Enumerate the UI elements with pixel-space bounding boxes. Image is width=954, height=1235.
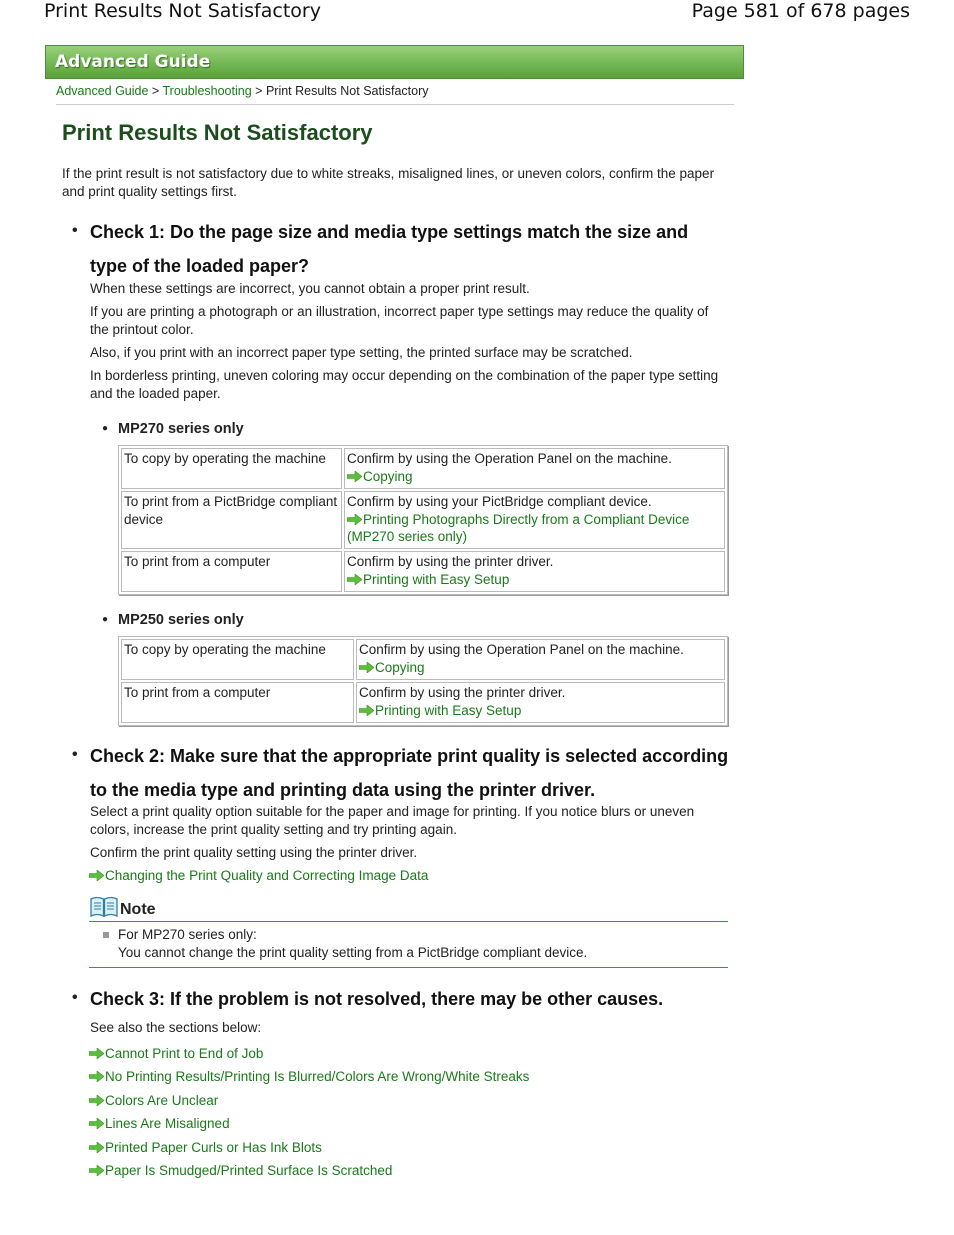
- bullet-icon: ●: [102, 614, 109, 625]
- note-text: You cannot change the print quality setting from a PictBridge compliant device.: [118, 945, 588, 960]
- table-cell-method: To copy by operating the machine: [121, 639, 354, 680]
- link-easy-setup[interactable]: [359, 703, 521, 718]
- link-text: Colors Are Unclear: [105, 1092, 219, 1108]
- confirm-text: Confirm by using the Operation Panel on the machine.: [347, 451, 672, 466]
- table-row: [121, 682, 725, 723]
- link-text: Cannot Print to End of Job: [105, 1046, 264, 1061]
- link-copying[interactable]: [359, 660, 425, 675]
- link-print-quality[interactable]: [89, 868, 428, 883]
- check3-para: See also the sections below:: [90, 1020, 262, 1035]
- bullet-icon: ●: [102, 423, 109, 434]
- mp250-table: [118, 636, 728, 726]
- breadcrumb-current: Print Results Not Satisfactory: [265, 84, 429, 98]
- link-text: Printing with Easy Setup: [375, 702, 522, 718]
- table-cell-method: To print from a computer: [121, 551, 342, 592]
- arrow-icon: [359, 705, 374, 716]
- link-text: Lines Are Misaligned: [105, 1116, 230, 1132]
- arrow-icon: [89, 1142, 104, 1153]
- check2-para: Confirm the print quality setting using the printer driver.: [90, 845, 418, 860]
- table-cell-confirm: [356, 682, 725, 723]
- check2-para: Select a print quality option suitable for the paper and image for printing. If you notice blurs or uneven colors, increase the print quality setting and try printing again.: [90, 804, 695, 837]
- table-row: [121, 551, 725, 592]
- arrow-icon: [89, 1071, 104, 1082]
- list-item: [89, 1042, 529, 1065]
- table-row: [121, 448, 725, 489]
- arrow-icon: [347, 514, 362, 525]
- link-text: No Printing Results/Printing Is Blurred/Colors Are Wrong/White Streaks: [105, 1069, 530, 1085]
- page-header-title: Print Results Not Satisfactory: [44, 0, 321, 22]
- bullet-icon: •: [72, 746, 78, 763]
- check2-heading: Check 2: Make sure that the appropriate print quality is selected according to the media type and printing data using the printer driver.: [90, 746, 729, 800]
- table-row: [121, 491, 725, 549]
- check1-para: If you are printing a photograph or an illustration, incorrect paper type settings may reduce the quality of the printout color.: [90, 304, 709, 337]
- arrow-icon: [89, 1118, 104, 1129]
- table-cell-confirm: [356, 639, 725, 680]
- table-cell-method: To copy by operating the machine: [121, 448, 342, 489]
- page-title: Print Results Not Satisfactory: [62, 120, 373, 145]
- link-text: Copying: [375, 659, 425, 675]
- link-copying[interactable]: [347, 469, 413, 484]
- mp270-table: [118, 445, 728, 595]
- list-item: [89, 1065, 529, 1088]
- breadcrumb-advanced-guide[interactable]: Advanced Guide: [56, 84, 149, 98]
- breadcrumb-divider: [56, 104, 734, 105]
- note-divider: [89, 921, 728, 922]
- bullet-icon: •: [72, 989, 78, 1006]
- mp250-label: MP250 series only: [118, 612, 244, 628]
- check1-heading: Check 1: Do the page size and media type settings match the size and type of the loaded paper?: [90, 222, 689, 276]
- arrow-icon: [347, 574, 362, 585]
- table-cell-method: To print from a computer: [121, 682, 354, 723]
- confirm-text: Confirm by using the Operation Panel on the machine.: [359, 642, 684, 657]
- check1-para: Also, if you print with an incorrect paper type setting, the printed surface may be scratched.: [90, 345, 633, 360]
- table-cell-confirm: [344, 448, 725, 489]
- link-pictbridge[interactable]: [347, 512, 689, 545]
- breadcrumb-sep: >: [255, 84, 263, 98]
- note-book-icon: [90, 896, 118, 918]
- link-easy-setup[interactable]: [347, 572, 509, 587]
- confirm-text: Confirm by using your PictBridge compliant device.: [347, 494, 652, 509]
- related-link[interactable]: [89, 1163, 392, 1178]
- arrow-icon: [89, 1048, 104, 1059]
- list-item: [89, 1159, 529, 1182]
- arrow-icon: [359, 662, 374, 673]
- related-link[interactable]: [89, 1046, 263, 1061]
- breadcrumb: [56, 84, 429, 98]
- check1-para: In borderless printing, uneven coloring may occur depending on the combination of the paper type setting and the loaded paper.: [90, 368, 719, 401]
- note-title: Note: [120, 901, 156, 918]
- bullet-icon: •: [72, 222, 78, 239]
- note-text: For MP270 series only:: [118, 927, 257, 942]
- arrow-icon: [89, 1165, 104, 1176]
- confirm-text: Confirm by using the printer driver.: [347, 554, 554, 569]
- advanced-guide-banner: [45, 45, 744, 79]
- link-text: Printed Paper Curls or Has Ink Blots: [105, 1139, 322, 1155]
- check1-para: When these settings are incorrect, you cannot obtain a proper print result.: [90, 281, 530, 296]
- breadcrumb-troubleshooting[interactable]: Troubleshooting: [162, 84, 252, 98]
- related-link[interactable]: [89, 1140, 322, 1155]
- intro-text: If the print result is not satisfactory due to white streaks, misaligned lines, or uneven colors, confirm the paper and print quality settings first.: [62, 166, 715, 199]
- breadcrumb-sep: >: [151, 84, 160, 98]
- page-number: Page 581 of 678 pages: [691, 0, 910, 22]
- banner-label: Advanced Guide: [55, 52, 211, 72]
- table-cell-confirm: [344, 491, 725, 549]
- link-text: Copying: [363, 468, 413, 484]
- table-row: [121, 639, 725, 680]
- mp270-label: MP270 series only: [118, 421, 244, 437]
- link-text: Printing Photographs Directly from a Compliant Device (MP270 series only): [347, 511, 690, 544]
- arrow-icon: [347, 471, 362, 482]
- confirm-text: Confirm by using the printer driver.: [359, 685, 566, 700]
- related-link[interactable]: [89, 1093, 218, 1108]
- link-text: Paper Is Smudged/Printed Surface Is Scratched: [105, 1163, 393, 1179]
- related-link[interactable]: [89, 1116, 230, 1131]
- related-links-list: [89, 1042, 529, 1182]
- list-item: [89, 1136, 529, 1159]
- related-link[interactable]: [89, 1069, 529, 1084]
- list-item: [89, 1112, 529, 1135]
- square-bullet-icon: [103, 932, 109, 938]
- arrow-icon: [89, 1095, 104, 1106]
- check3-heading: Check 3: If the problem is not resolved, there may be other causes.: [90, 989, 664, 1009]
- arrow-icon: [89, 870, 104, 881]
- note-divider: [89, 967, 728, 968]
- link-text: Printing with Easy Setup: [363, 571, 510, 587]
- link-text: Changing the Print Quality and Correcting Image Data: [105, 868, 429, 883]
- list-item: [89, 1089, 529, 1112]
- table-cell-confirm: [344, 551, 725, 592]
- table-cell-method: To print from a PictBridge compliant device: [121, 491, 342, 549]
